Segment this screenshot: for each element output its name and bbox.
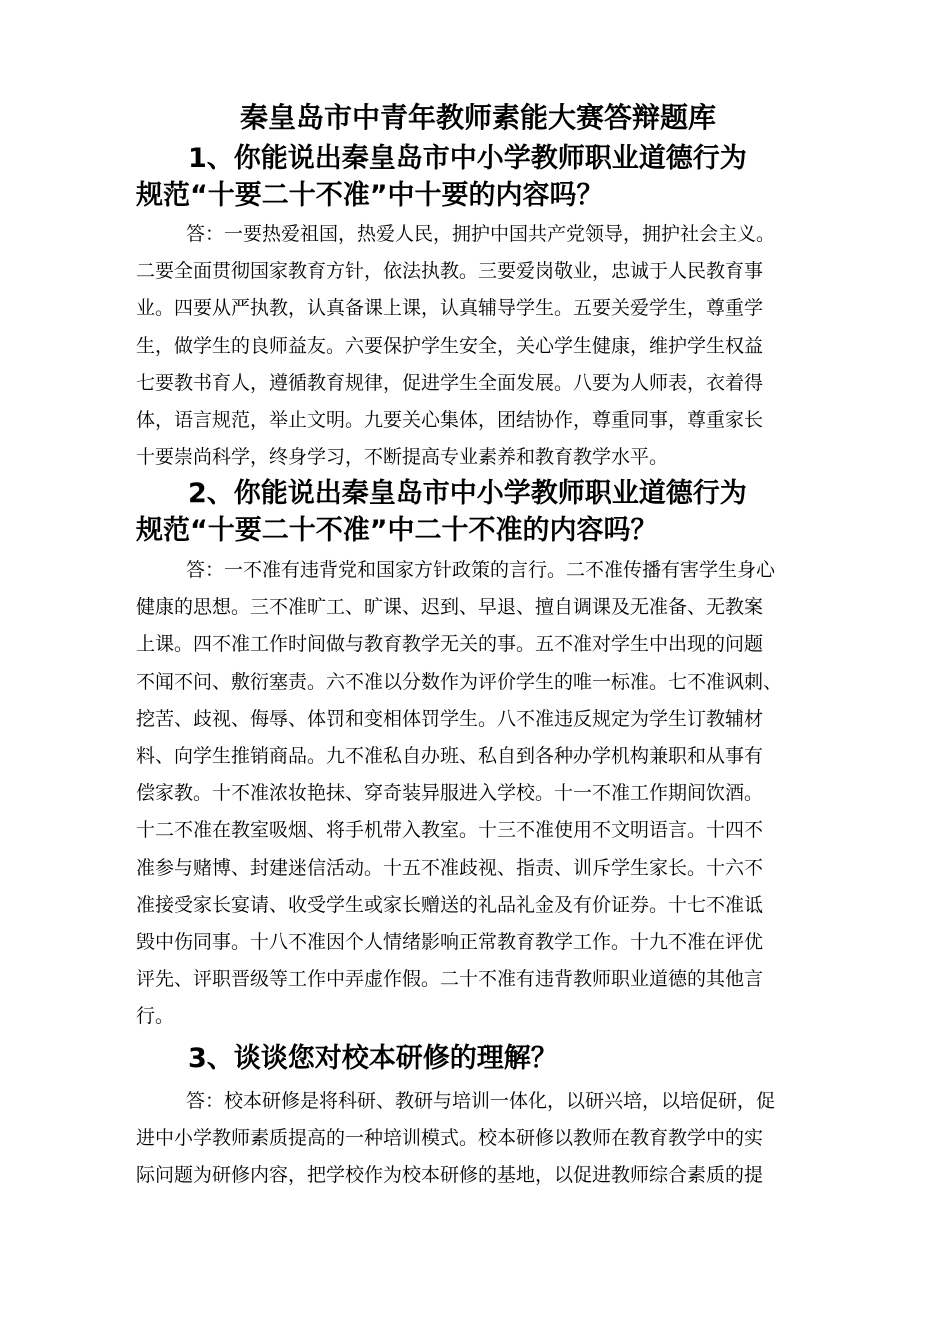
answer-line: 准参与赌博、封建迷信活动。十五不准歧视、指责、训斥学生家长。十六不 xyxy=(136,856,764,879)
answer-line: 体，语言规范，举止文明。九要关心集体，团结协作，尊重同事，尊重家长 xyxy=(136,409,764,432)
answer-line: 业。四要从严执教，认真备课上课，认真辅导学生。五要关爱学生，尊重学 xyxy=(136,297,764,320)
question-1-heading xyxy=(136,140,820,214)
answer-line: 毁中伤同事。十八不准因个人情绪影响正常教育教学工作。十九不准在评优 xyxy=(136,931,764,954)
answer-line: 十二不准在教室吸烟、将手机带入教室。十三不准使用不文明语言。十四不 xyxy=(136,819,764,842)
answer-line: 偿家教。十不准浓妆艳抹、穿奇装异服进入学校。十一不准工作期间饮酒。 xyxy=(136,782,764,805)
heading-line: 2、你能说出秦皇岛市中小学教师职业道德行为 xyxy=(188,478,747,509)
answer-line: 七要教书育人，遵循教育规律，促进学生全面发展。八要为人师表，衣着得 xyxy=(136,371,764,394)
answer-line: 十要崇尚科学，终身学习，不断提高专业素养和教育教学水平。 xyxy=(136,446,669,469)
answer-line: 不闻不问、敷衍塞责。六不准以分数作为评价学生的唯一标准。七不准讽刺、 xyxy=(136,670,783,693)
answer-line: 生，做学生的良师益友。六要保护学生安全，关心学生健康，维护学生权益 xyxy=(136,334,764,357)
answer-line: 行。 xyxy=(136,1005,175,1028)
answer-line: 评先、评职晋级等工作中弄虚作假。二十不准有违背教师职业道德的其他言 xyxy=(136,968,764,991)
answer-line: 际问题为研修内容，把学校作为校本研修的基地，以促进教师综合素质的提 xyxy=(136,1164,764,1187)
question-3-answer xyxy=(136,1083,820,1195)
answer-line: 健康的思想。三不准旷工、旷课、迟到、早退、擅自调课及无准备、无教案 xyxy=(136,596,764,619)
question-3-heading xyxy=(136,1040,820,1077)
answer-line: 挖苦、歧视、侮辱、体罚和变相体罚学生。八不准违反规定为学生订教辅材 xyxy=(136,707,764,730)
answer-line: 答：一要热爱祖国，热爱人民，拥护中国共产党领导，拥护社会主义。 xyxy=(186,223,776,245)
answer-line: 准接受家长宴请、收受学生或家长赠送的礼品礼金及有价证券。十七不准诋 xyxy=(136,893,764,916)
answer-line: 进中小学教师素质提高的一种培训模式。校本研修以教师在教育教学中的实 xyxy=(136,1127,764,1150)
heading-line: 3、谈谈您对校本研修的理解？ xyxy=(188,1043,558,1074)
heading-line: 规范“十要二十不准”中二十不准的内容吗？ xyxy=(136,515,658,546)
document-title: 秦皇岛市中青年教师素能大赛答辩题库 xyxy=(239,101,716,134)
answer-line: 上课。四不准工作时间做与教育教学无关的事。五不准对学生中出现的问题 xyxy=(136,633,764,656)
answer-line: 料、向学生推销商品。九不准私自办班、私自到各种办学机构兼职和从事有 xyxy=(136,745,764,768)
question-2-answer xyxy=(136,552,820,1036)
question-1-answer xyxy=(136,216,820,476)
answer-line: 答：校本研修是将科研、教研与培训一体化，以研兴培，以培促研，促 xyxy=(186,1090,776,1112)
answer-line: 二要全面贯彻国家教育方针，依法执教。三要爱岗敬业，忠诚于人民教育事 xyxy=(136,260,764,283)
answer-line: 答：一不准有违背党和国家方针政策的言行。二不准传播有害学生身心 xyxy=(186,559,776,581)
question-2-heading xyxy=(136,475,820,549)
heading-line: 1、你能说出秦皇岛市中小学教师职业道德行为 xyxy=(188,143,747,174)
heading-line: 规范“十要二十不准”中十要的内容吗？ xyxy=(136,180,604,211)
